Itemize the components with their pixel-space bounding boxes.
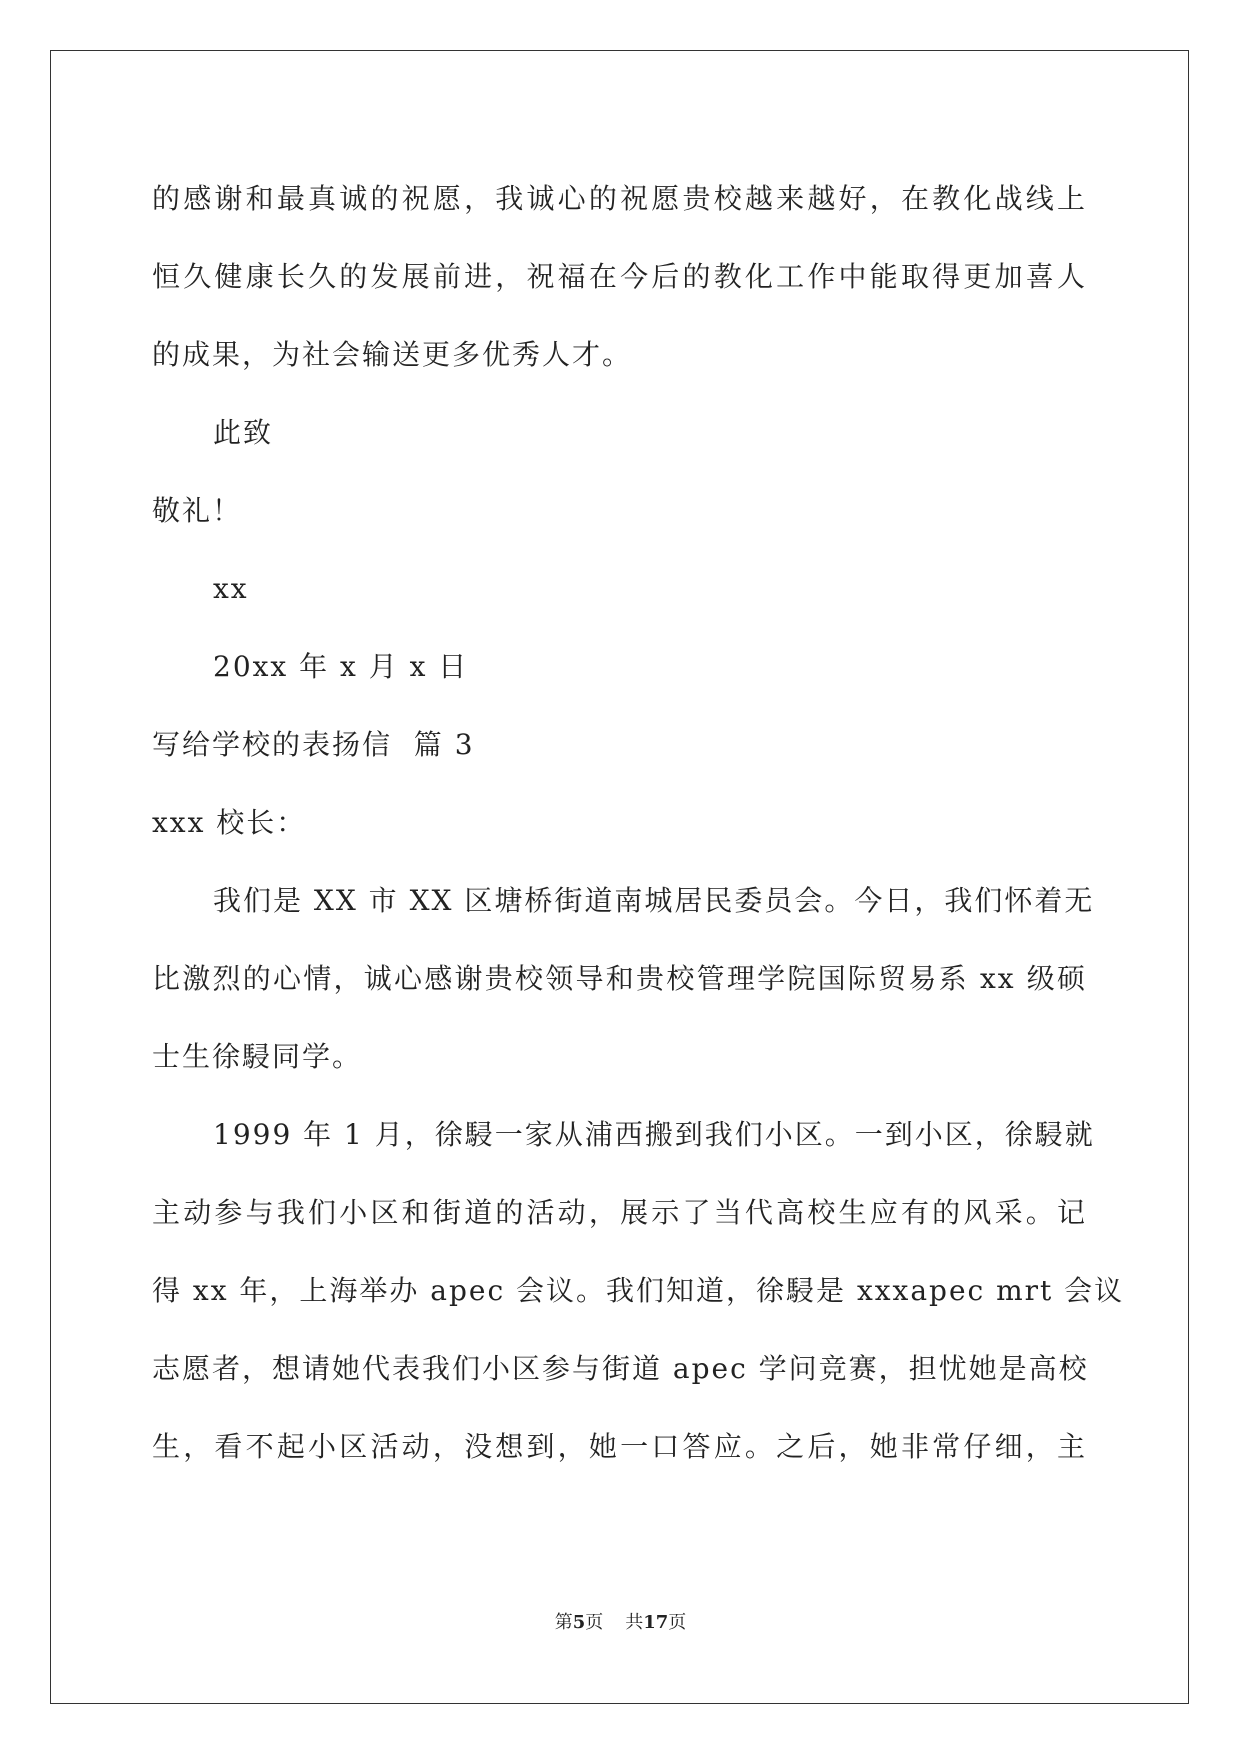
paragraph-line: 比激烈的心情，诚心感谢贵校领导和贵校管理学院国际贸易系 xx 级硕 xyxy=(152,962,1087,995)
paragraph-line: 主动参与我们小区和街道的活动，展示了当代高校生应有的风采。记 xyxy=(152,1196,1087,1229)
total-suffix: 页 xyxy=(668,1612,687,1633)
page-current: 5 xyxy=(572,1612,586,1633)
paragraph-line: 的成果，为社会输送更多优秀人才。 xyxy=(152,338,633,371)
paragraph-line: 我们是 XX 市 XX 区塘桥街道南城居民委员会。今日，我们怀着无 xyxy=(213,884,1095,917)
total-prefix: 共 xyxy=(625,1612,644,1633)
page-total: 17 xyxy=(643,1612,669,1633)
paragraph-line: 志愿者，想请她代表我们小区参与街道 apec 学问竞赛，担忧她是高校 xyxy=(152,1352,1089,1385)
paragraph-line: 的感谢和最真诚的祝愿，我诚心的祝愿贵校越来越好，在教化战线上 xyxy=(152,182,1087,215)
paragraph-line: 士生徐駸同学。 xyxy=(152,1040,363,1073)
document-body xyxy=(152,160,1125,1486)
closing-salutation: 此致 xyxy=(213,416,274,449)
paragraph-line: 生，看不起小区活动，没想到，她一口答应。之后，她非常仔细，主 xyxy=(152,1430,1087,1463)
section-title: 写给学校的表扬信 篇 3 xyxy=(152,728,475,761)
paragraph-line: 1999 年 1 月，徐駸一家从浦西搬到我们小区。一到小区，徐駸就 xyxy=(213,1118,1095,1151)
closing-respect: 敬礼！ xyxy=(152,494,243,527)
letter-greeting: xxx 校长： xyxy=(152,806,307,839)
paragraph-line: 得 xx 年，上海举办 apec 会议。我们知道，徐駸是 xxxapec mrt 会议 xyxy=(152,1274,1125,1307)
page-prefix: 第 xyxy=(554,1612,573,1633)
signature-date: 20xx 年 x 月 x 日 xyxy=(213,650,469,683)
signature-name: xx xyxy=(213,572,249,605)
page-suffix: 页 xyxy=(585,1612,604,1633)
paragraph-line: 恒久健康长久的发展前进，祝福在今后的教化工作中能取得更加喜人 xyxy=(152,260,1087,293)
page-footer xyxy=(0,1608,1241,1634)
